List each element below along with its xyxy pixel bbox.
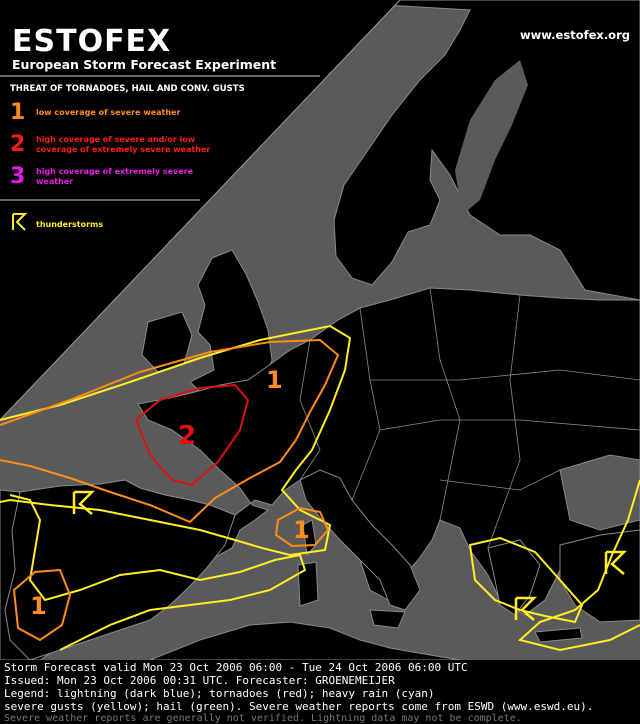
legend-level-number: 1 (10, 100, 26, 125)
legend-level-text: high coverage of severe and/or low coverage of extremely severe weather (36, 135, 211, 154)
footer-legend-cont: severe gusts (yellow); hail (green). Severe weather reports come from ESWD (www.eswd.eu). (4, 700, 594, 713)
legend-level-text: high coverage of extremely severe weather (36, 167, 194, 186)
website-url: www.estofex.org (520, 28, 630, 42)
legend-item-level1 (10, 102, 231, 124)
legend-heading: THREAT OF TORNADOES, HAIL AND CONV. GUSTS (10, 84, 245, 94)
land-sardinia (298, 562, 318, 606)
brand-subtitle: European Storm Forecast Experiment (12, 57, 277, 72)
footer-legend: Legend: lightning (dark blue); tornadoes (red); heavy rain (cyan) (4, 687, 435, 700)
footer-issued: Issued: Mon 23 Oct 2006 00:31 UTC. Forecaster: GROENEMEIJER (4, 674, 395, 687)
footer-validity: Storm Forecast valid Mon 23 Oct 2006 06:00 - Tue 24 Oct 2006 06:00 UTC (4, 661, 468, 674)
legend-item-level3 (10, 166, 231, 188)
thunderstorm-icon (10, 212, 36, 237)
forecast-footer (0, 660, 640, 724)
legend-item-thunderstorms (10, 212, 231, 237)
brand-title: ESTOFEX (12, 24, 172, 59)
map-level-label-2: 2 (178, 421, 197, 451)
map-level-label-1-corsica: 1 (293, 516, 310, 544)
legend-level-text: low coverage of severe weather (36, 108, 181, 117)
map-level-label-1-north: 1 (266, 366, 283, 394)
legend-thunderstorm-text: thunderstorms (36, 219, 104, 229)
map-level-label-1-iberia: 1 (30, 592, 47, 620)
legend-level-number: 2 (10, 132, 26, 157)
footer-disclaimer: Severe weather reports are generally not verified. Lightning data may not be complete. (4, 713, 522, 724)
legend-level-number: 3 (10, 164, 26, 189)
legend-item-level2 (10, 134, 231, 156)
